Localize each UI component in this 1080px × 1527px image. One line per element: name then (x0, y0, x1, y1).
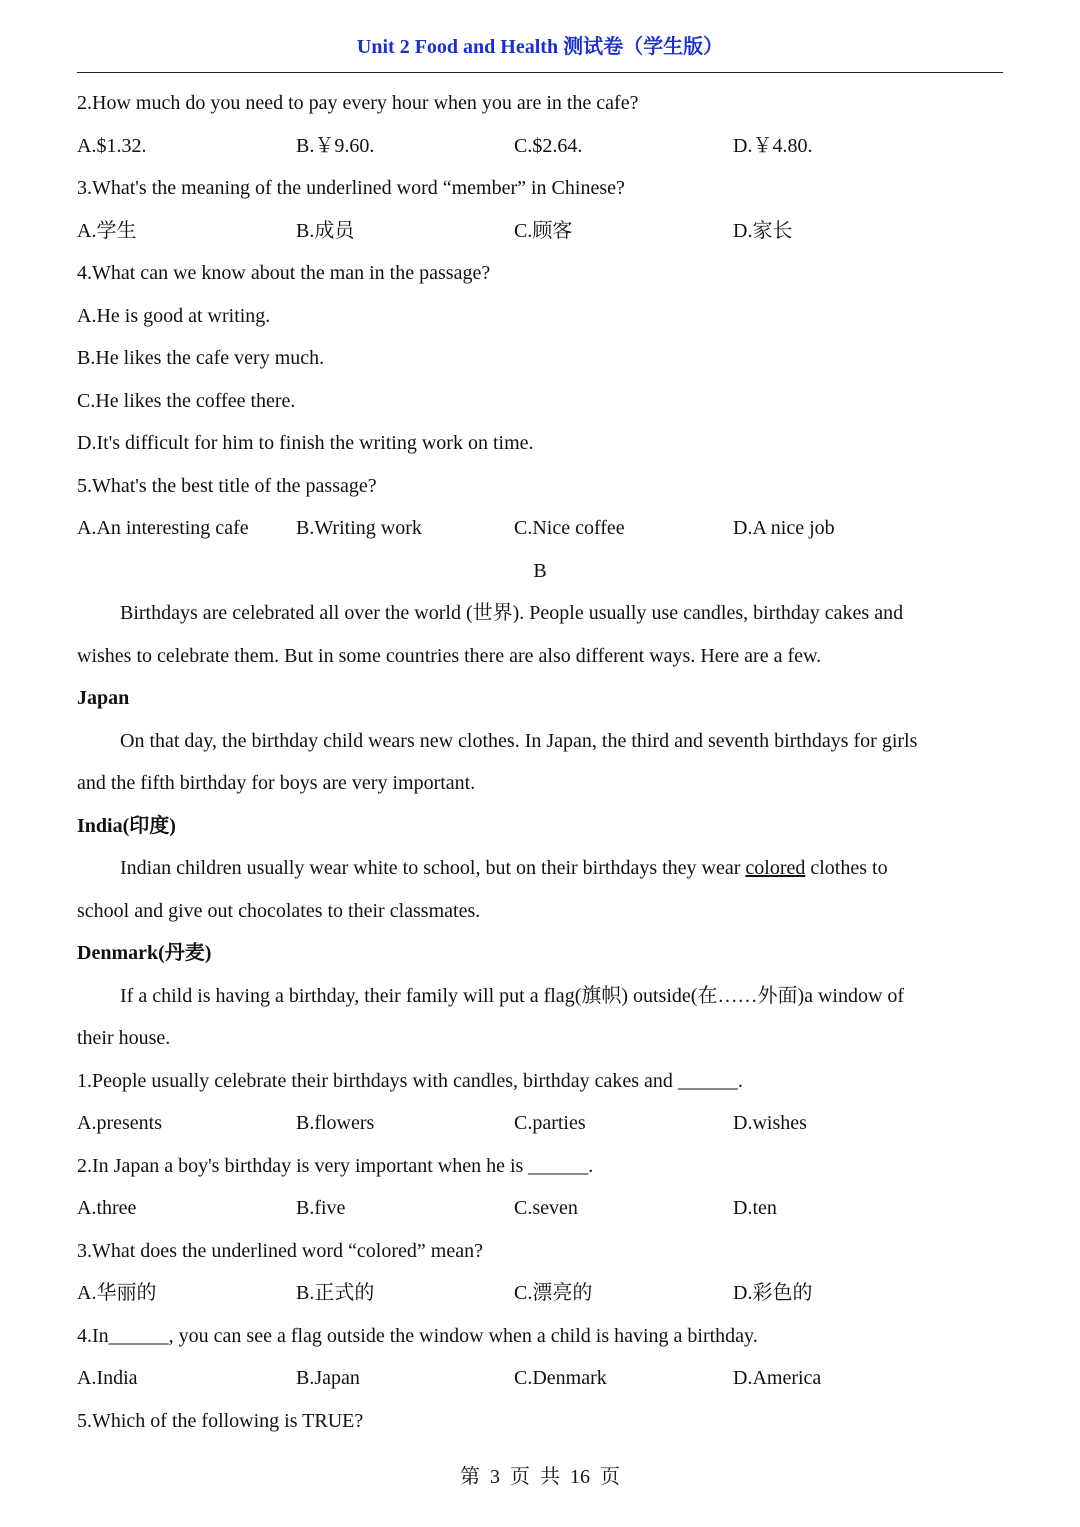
option: B.Japan (296, 1367, 360, 1389)
option: D.￥4.80. (733, 134, 813, 157)
question-b1: 1.People usually celebrate their birthdays with candles, birthday cakes and ______. (77, 1069, 743, 1092)
passage-text-segment: Indian children usually wear white to school, but on their birthdays they wear (120, 857, 746, 879)
option: C.顾客 (514, 219, 573, 242)
passage-text: wishes to celebrate them. But in some countries there are also different ways. Here are a few. (77, 644, 822, 667)
header-divider (77, 72, 1003, 73)
options-a3 (77, 210, 1003, 253)
passage-heading: Denmark(丹麦) (77, 942, 212, 964)
passage-heading: India(印度) (77, 814, 176, 837)
option: A.presents (77, 1112, 162, 1134)
options-b4 (77, 1357, 1003, 1400)
option: D.wishes (733, 1112, 807, 1134)
option: B.正式的 (296, 1282, 375, 1304)
option: C.漂亮的 (514, 1282, 593, 1304)
option: A.An interesting cafe (77, 517, 249, 539)
question-b3: 3.What does the underlined word “colored” mean? (77, 1239, 483, 1262)
option: D.It's difficult for him to finish the writing work on time. (77, 432, 534, 454)
footer-text: 页 (510, 1466, 530, 1488)
option: C.parties (514, 1112, 586, 1134)
options-a5 (77, 507, 1003, 550)
question-a4: 4.What can we know about the man in the passage? (77, 262, 491, 284)
option: C.He likes the coffee there. (77, 389, 296, 412)
footer-text: 共 (540, 1466, 560, 1488)
options-b3 (77, 1272, 1003, 1315)
underlined-word: colored (745, 857, 806, 879)
options-b1 (77, 1102, 1003, 1145)
passage-text-segment: clothes to (805, 857, 888, 879)
options-b2 (77, 1187, 1003, 1230)
option: A.India (77, 1367, 138, 1389)
option: C.$2.64. (514, 134, 583, 157)
option: B.Writing work (296, 517, 422, 539)
option: D.America (733, 1367, 822, 1389)
footer-text: 页 (600, 1466, 620, 1488)
total-pages: 16 (570, 1466, 590, 1488)
passage-text: and the fifth birthday for boys are very important. (77, 772, 476, 794)
option: C.Nice coffee (514, 517, 625, 539)
option: B.flowers (296, 1112, 375, 1134)
option: A.three (77, 1197, 137, 1219)
footer-text: 第 (460, 1466, 480, 1488)
option: B.成员 (296, 219, 355, 242)
option: A.He is good at writing. (77, 304, 271, 327)
option: C.Denmark (514, 1367, 607, 1389)
option: D.彩色的 (733, 1282, 813, 1304)
option: C.seven (514, 1197, 578, 1219)
passage-text: their house. (77, 1027, 171, 1049)
passage-text: On that day, the birthday child wears new clothes. In Japan, the third and seventh birthdays for girls (120, 729, 918, 752)
page-header-title: Unit 2 Food and Health 测试卷（学生版） (356, 36, 724, 58)
question-b4: 4.In______, you can see a flag outside the window when a child is having a birthday. (77, 1324, 758, 1347)
page-footer (0, 1460, 1080, 1489)
section-label: B (533, 559, 547, 582)
option: D.A nice job (733, 517, 835, 539)
question-a3: 3.What's the meaning of the underlined word “member” in Chinese? (77, 177, 625, 199)
passage-text: school and give out chocolates to their classmates. (77, 899, 481, 922)
page-number: 3 (490, 1466, 500, 1488)
option: A.华丽的 (77, 1282, 157, 1304)
passage-heading: Japan (77, 687, 130, 709)
passage-text: Birthdays are celebrated all over the world (世界). People usually use candles, birthday cakes and (120, 602, 904, 624)
option: B.￥9.60. (296, 134, 375, 157)
option: A.$1.32. (77, 134, 147, 157)
question-b5: 5.Which of the following is TRUE? (77, 1409, 364, 1432)
question-a2: 2.How much do you need to pay every hour when you are in the cafe? (77, 92, 639, 114)
option: B.five (296, 1197, 346, 1219)
question-a5: 5.What's the best title of the passage? (77, 474, 377, 497)
passage-text (77, 847, 1003, 890)
question-b2: 2.In Japan a boy's birthday is very important when he is ______. (77, 1154, 594, 1177)
option: A.学生 (77, 219, 137, 242)
document-body (77, 82, 1003, 1442)
passage-text: If a child is having a birthday, their family will put a flag(旗帜) outside(在……外面)a window of (120, 984, 905, 1007)
options-a2 (77, 125, 1003, 168)
option: D.家长 (733, 219, 793, 242)
option: D.ten (733, 1197, 777, 1219)
option: B.He likes the cafe very much. (77, 347, 325, 369)
